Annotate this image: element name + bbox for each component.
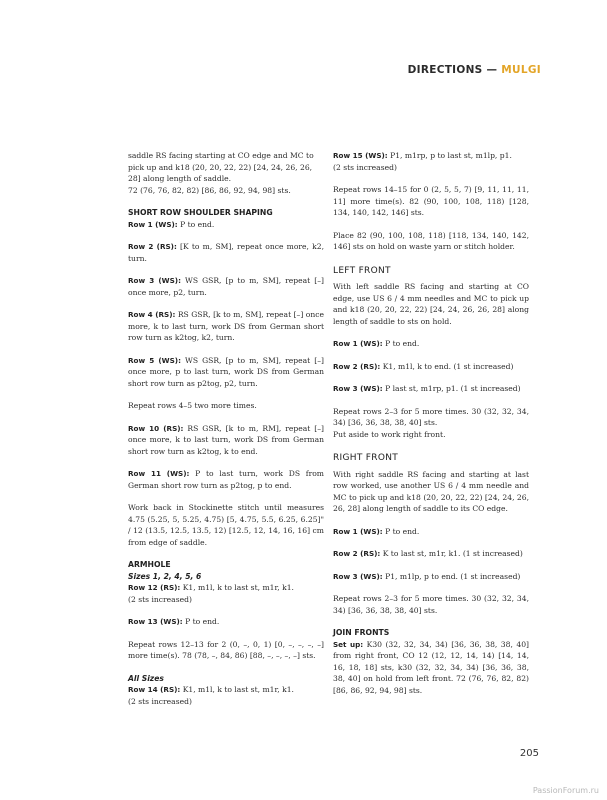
row-instruction <box>128 309 324 344</box>
row-label: Row 3 (WS): <box>333 384 383 393</box>
row-text: P to last turn, work DS from German short row turn as p2tog, p to end. <box>128 469 324 490</box>
row-instruction <box>333 526 529 538</box>
row-instruction <box>333 383 529 395</box>
row-instruction <box>128 423 324 458</box>
row-text: P last st, m1rp, p1. (1 st increased) <box>382 384 521 393</box>
row-text: P to end. <box>182 617 220 626</box>
paragraph: saddle RS facing starting at CO edge and MC to pick up and k18 (20, 20, 22, 22) [24, 24, 26, 26, 28] along length of saddle. <box>128 151 314 183</box>
row-label: Row 4 (RS): <box>128 310 176 319</box>
row-instruction <box>333 548 529 560</box>
paragraph: With right saddle RS facing and starting at last row worked, use another US 6 / 4 mm needle and MC to pick up and k18 (20, 20, 22, 22) [24, 24, 26, 26, 28] along length of saddle to its CO edge. <box>333 469 529 513</box>
header-design-name: MULGI <box>501 64 541 76</box>
page-number: 205 <box>519 748 539 759</box>
row-label: Row 13 (WS): <box>128 617 183 626</box>
paragraph: Repeat rows 14–15 for 0 (2, 5, 5, 7) [9, 11, 11, 11, 11] more time(s). 82 (90, 100, 108, 118) [128, 134, 140, 142, 146] sts. <box>333 185 529 217</box>
paragraph: (2 sts increased) <box>128 594 192 604</box>
row-text: K1, m1l, k to last st, m1r, k1. <box>180 583 294 592</box>
row-text: P1, m1lp, p to end. (1 st increased) <box>382 571 521 581</box>
header-title: DIRECTIONS <box>407 64 483 76</box>
section-heading-armhole: ARMHOLE <box>128 560 171 569</box>
sizes-heading: Sizes 1, 2, 4, 5, 6 <box>128 571 202 581</box>
row-label: Row 12 (RS): <box>128 583 181 592</box>
row-label: Row 14 (RS): <box>128 685 181 694</box>
paragraph: Repeat rows 12–13 for 2 (0, –, 0, 1) [0, –, –, –, –] more time(s). 78 (78, –, 84, 86) [88, –, –, –, –] sts. <box>128 639 324 660</box>
row-label: Row 2 (RS): <box>128 242 177 251</box>
row-instruction <box>333 150 529 162</box>
row-text: P to end. <box>382 526 420 536</box>
row-label: Row 3 (WS): <box>128 276 181 285</box>
row-label: Row 1 (WS): <box>128 219 178 229</box>
row-text: WS GSR, [p to m, SM], repeat [–] once more, p to last turn, work DS from German short row turn as p2tog, p2, turn. <box>128 355 324 388</box>
row-text: K to last st, m1r, k1. (1 st increased) <box>380 549 523 558</box>
row-text: K1, m1l, k to end. (1 st increased) <box>380 361 514 371</box>
row-label: Row 5 (WS): <box>128 355 181 365</box>
paragraph: With left saddle RS facing and starting at CO edge, use US 6 / 4 mm needles and MC to pick up and k18 (20, 20, 22, 22) [24, 24, 26, 26, 28] along length of saddle to sts on hold. <box>333 282 529 326</box>
running-header <box>408 64 541 76</box>
left-column <box>128 150 324 707</box>
row-text: WS GSR, [p to m, SM], repeat [–] once more, p2, turn. <box>128 276 324 297</box>
row-instruction <box>128 355 324 390</box>
right-column <box>333 150 529 696</box>
row-label: Row 3 (WS): <box>333 571 383 581</box>
row-text: P1, m1rp, p to last st, m1lp, p1. <box>387 151 512 160</box>
section-heading-left-front: LEFT FRONT <box>333 265 391 276</box>
paragraph: Put aside to work right front. <box>333 429 446 439</box>
row-text: P to end. <box>177 219 215 229</box>
all-sizes-heading: All Sizes <box>128 673 164 683</box>
row-text: P to end. <box>382 339 420 348</box>
row-instruction <box>128 241 324 264</box>
header-dash: — <box>486 64 498 76</box>
row-instruction <box>128 582 324 594</box>
row-text: RS GSR, [k to m, RM], repeat [–] once more, k to last turn, work DS from German short row turn as k2tog, k to end. <box>128 423 324 456</box>
paragraph: Place 82 (90, 100, 108, 118) [118, 134, 140, 142, 146] sts on hold on waste yarn or stitch holder. <box>333 230 529 251</box>
paragraph: Work back in Stockinette stitch until measures 4.75 (5.25, 5, 5.25, 4.75) [5, 4.75, 5.5, 6.25, 6.25]" / 12 (13.5, 12.5, 13.5, 12) [12.5, 12, 14, 16, 16] cm from edge of saddle. <box>128 503 324 547</box>
row-text: RS GSR, [k to m, SM], repeat [–] once more, k to last turn, work DS from German short row turn as k2tog, k2, turn. <box>128 310 324 342</box>
row-label: Set up: <box>333 639 364 649</box>
row-text: [K to m, SM], repeat once more, k2, turn. <box>128 242 324 263</box>
row-instruction <box>333 338 529 350</box>
row-instruction <box>128 684 324 696</box>
row-instruction <box>128 275 324 298</box>
row-instruction <box>333 361 529 373</box>
section-heading-short-row: SHORT ROW SHOULDER SHAPING <box>128 208 273 217</box>
section-heading-join-fronts: JOIN FRONTS <box>333 628 390 637</box>
row-label: Row 2 (RS): <box>333 549 381 558</box>
paragraph: Repeat rows 2–3 for 5 more times. 30 (32, 32, 34, 34) [36, 36, 38, 38, 40] sts. <box>333 594 529 615</box>
row-label: Row 1 (WS): <box>333 339 383 348</box>
watermark: PassionForum.ru <box>532 786 599 795</box>
row-instruction <box>128 616 324 628</box>
row-label: Row 11 (WS): <box>128 469 190 478</box>
paragraph: (2 sts increased) <box>333 162 397 172</box>
row-instruction <box>333 571 529 583</box>
paragraph: Repeat rows 2–3 for 5 more times. 30 (32, 32, 34, 34) [36, 36, 38, 38, 40] sts. <box>333 406 529 427</box>
row-text: K1, m1l, k to last st, m1r, k1. <box>180 685 294 694</box>
paragraph: 72 (76, 76, 82, 82) [86, 86, 92, 94, 98] sts. <box>128 185 291 195</box>
row-label: Row 10 (RS): <box>128 423 184 433</box>
paragraph: (2 sts increased) <box>128 696 192 706</box>
row-instruction <box>333 639 529 697</box>
row-label: Row 1 (WS): <box>333 526 383 536</box>
row-instruction <box>128 219 324 231</box>
row-label: Row 2 (RS): <box>333 361 381 371</box>
row-instruction <box>128 468 324 491</box>
row-text: K30 (32, 32, 34, 34) [36, 36, 38, 38, 40] from right front, CO 12 (12, 12, 14, 14) [14, 14, 16, 18, 18] sts, k30 (32, 32, 34, 34) [36, 36, 38, 38, 40] on hold from left front. 72 (76, 76, 82, 82) [86, 86, 92, 94, 98] sts. <box>333 639 529 695</box>
row-label: Row 15 (WS): <box>333 151 388 160</box>
section-heading-right-front: RIGHT FRONT <box>333 453 399 463</box>
paragraph: Repeat rows 4–5 two more times. <box>128 401 257 410</box>
